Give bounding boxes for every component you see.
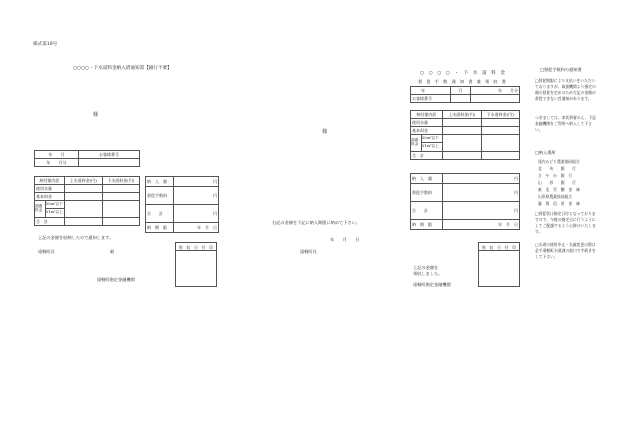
amount-unit: 円 <box>174 205 219 223</box>
place-item: さ や か 銀 行 <box>538 173 573 178</box>
period-year: 年 <box>411 87 451 95</box>
left-recipient-suffix: 様 <box>93 112 99 118</box>
middle-instruction: 右記の金額を下記に納入期限に納めて下さい。 <box>272 220 360 225</box>
right-agency: 遠軽町指定金融機関 <box>413 282 451 287</box>
breakdown-header: 上水道料金(円) <box>65 177 103 185</box>
notice-paragraph: □督促期限により支払いをいただいておりますが、取扱機関より指定の額の督促を定めのため左記の金額が督促できない旨通知があります。 <box>535 78 596 101</box>
left-town: 遠軽町長 <box>38 249 55 254</box>
amount-label: 納 入 額 <box>411 174 443 184</box>
right-amounts-table <box>410 173 520 230</box>
period-month: 月 <box>451 87 471 95</box>
amount-unit: 年 月 日 <box>174 223 219 233</box>
left-receipt-note: 上記の金額を収納したので通知します。 <box>38 235 114 240</box>
customer-no-value <box>79 159 140 167</box>
place-item: 藤 岡 信 用 金 庫 <box>538 201 580 206</box>
amount-label: 合 計 <box>146 205 174 223</box>
place-item: 山形県農業協同組合 <box>538 194 573 199</box>
breakdown-row-label: 使用水量 <box>411 119 443 127</box>
stamp-label: 領 収 日 付 印 <box>479 243 519 251</box>
amount-unit: 年 月 日 <box>443 220 520 230</box>
amount-label: 督促手数料 <box>411 184 443 202</box>
place-item: 東 北 労 働 金 庫 <box>538 187 580 192</box>
amount-label: 合 計 <box>411 202 443 220</box>
amount-label: 納 期 限 <box>146 223 174 233</box>
breakdown-header: 上水道料金(円) <box>443 111 482 119</box>
period-sub: 年 月分 <box>471 87 520 95</box>
notice-bottom-note: □督促状は指定日付となっておりますので、今後の指定日に行うようにしてご配慮するよう心掛けいたします。 <box>535 211 596 234</box>
notice-header: □督促手数料の通知書 <box>540 67 582 72</box>
breakdown-row-label: 合 計 <box>411 152 443 160</box>
period-header-year-month: 年 月 <box>35 151 79 159</box>
place-item: 北 央 銀 行 <box>538 166 576 171</box>
notice-places-list <box>538 158 580 207</box>
left-period-table <box>34 150 140 167</box>
left-town-suffix: 殿 <box>110 249 115 254</box>
amount-unit: 円 <box>443 202 520 220</box>
amount-label: 納 期 限 <box>411 220 443 230</box>
left-agency: 遠軽町指定金融機関 <box>97 277 135 282</box>
amount-unit: 円 <box>443 174 520 184</box>
breakdown-row-label <box>35 201 65 218</box>
amount-unit: 円 <box>443 184 520 202</box>
right-receipt-stamp-box <box>478 242 520 287</box>
customer-no-label: お客様番号 <box>411 95 451 103</box>
right-breakdown-table <box>410 110 520 160</box>
breakdown-header: 下水道料金(円) <box>102 177 140 185</box>
breakdown-row-label: 基本料金 <box>411 127 443 135</box>
breakdown-row-label: 使用水量 <box>35 185 65 193</box>
period-header-customer-no: お客様番号 <box>79 151 140 159</box>
form-number: 様式第18号 <box>33 42 58 47</box>
right-subtitle: 督 促 手 数 通 知 書 兼 領 収 書 <box>418 79 506 84</box>
notice-places-header: □納入場所 <box>535 150 556 155</box>
right-title: ○ ○ ○ ○ ・ 下 水 道 料 金 <box>420 71 505 76</box>
excess-sub-label: 50m³以下 <box>422 135 442 143</box>
breakdown-header: 納付額内訳 <box>411 111 443 119</box>
left-amounts-table <box>145 176 219 233</box>
middle-recipient-suffix: 様 <box>322 129 328 135</box>
notice-paragraph: つきましては、本状到着のえ、下記金融機関をご利用へ納入して下さい。 <box>535 115 596 132</box>
excess-sub-label: 50m³以下 <box>46 201 64 209</box>
right-period-table <box>410 86 520 103</box>
right-receipt-note-line2: 領収しました。 <box>413 271 443 276</box>
middle-town: 遠軽町長 <box>300 249 317 254</box>
breakdown-header: 下水道料金(円) <box>481 111 520 119</box>
notice-bottom-note: □水道の使用中止・名義変更の際は必ず遠軽町水道課の窓口で手続きをして下さい。 <box>535 242 596 259</box>
left-breakdown-table <box>34 176 140 226</box>
amount-unit: 円 <box>174 177 219 187</box>
breakdown-row-label: 基本料金 <box>35 193 65 201</box>
excess-sub-label: 51m³以上 <box>46 210 63 214</box>
amount-label: 督促手数料 <box>146 187 174 205</box>
breakdown-row-label: 合 計 <box>35 218 65 226</box>
period-sub: 年 月分 <box>35 159 79 167</box>
middle-date: 年 月 日 <box>330 237 360 242</box>
stamp-label: 領 収 日 付 印 <box>176 243 216 251</box>
left-receipt-stamp-box <box>175 242 217 287</box>
excess-label: 超過料金 <box>35 204 43 212</box>
amount-unit: 円 <box>174 187 219 205</box>
excess-sub-label: 51m³以上 <box>422 144 439 148</box>
amount-label: 納 入 額 <box>146 177 174 187</box>
place-item: 山 形 銀 行 <box>538 180 576 185</box>
breakdown-row-label <box>411 135 443 152</box>
place-item: 遠内みどり農業協同組合 <box>538 159 580 164</box>
excess-label: 超過料金 <box>411 138 419 146</box>
breakdown-header: 納付額内訳 <box>35 177 65 185</box>
right-receipt-note-line1: 上記の金額を <box>413 265 439 270</box>
left-title: ○○○○・下水道料金納入済通知書【銀行不要】 <box>73 66 172 71</box>
